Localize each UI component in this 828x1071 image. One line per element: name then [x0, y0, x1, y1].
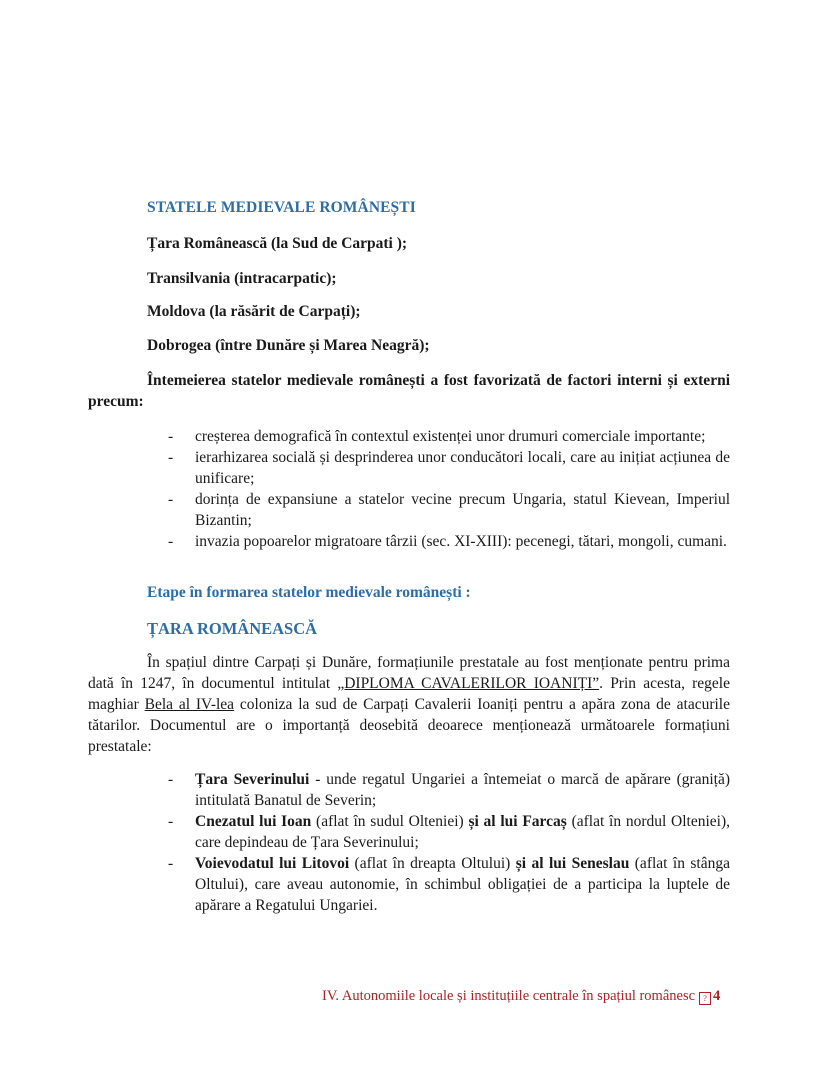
page-heading: STATELE MEDIEVALE ROMÂNEȘTI	[147, 199, 416, 216]
section-heading: ȚARA ROMÂNEASCĂ	[147, 619, 318, 638]
dash-bullet: -	[168, 771, 174, 788]
list-item	[168, 853, 730, 916]
list-item-text: dorința de expansiune a statelor vecine precum Ungaria, statul Kievean, Imperiul Bizantin;	[195, 491, 730, 529]
list-item	[168, 531, 730, 552]
list-item-text: (aflat în dreapta Oltului)	[349, 855, 516, 872]
list-item-text: (aflat în nordul Olteniei), care depindeau de Țara Severinului;	[195, 813, 730, 851]
dash-bullet: -	[168, 491, 174, 508]
state-item: Dobrogea (între Dunăre și Marea Neagră);	[147, 337, 430, 354]
formation-name: și al lui Farcaș	[468, 813, 567, 830]
dash-bullet: -	[168, 428, 174, 445]
state-item: Transilvania (intracarpatic);	[147, 270, 337, 287]
missing-glyph-icon: ?	[699, 992, 711, 1005]
list-item-text: ierarhizarea socială și desprinderea unor conducători locali, care au inițiat acțiunea de unificare;	[195, 449, 730, 487]
page-number: 4	[713, 988, 721, 1004]
list-item	[168, 426, 730, 447]
document-name-link[interactable]: „DIPLOMA CAVALERILOR IOANIȚI”	[337, 675, 600, 692]
dash-bullet: -	[168, 855, 174, 872]
list-item-text: (aflat în sudul Olteniei)	[311, 813, 469, 830]
list-item	[168, 447, 730, 489]
stages-heading: Etape în formarea statelor medievale românești :	[147, 584, 471, 601]
dash-bullet: -	[168, 813, 174, 830]
list-item-text: (aflat în stânga Oltului), care aveau autonomie, în schimbul obligației de a participa la luptele de apărare a Regatului Ungariei.	[195, 855, 730, 914]
formations-list	[168, 769, 730, 916]
dash-bullet: -	[168, 449, 174, 466]
state-item: Țara Românească (la Sud de Carpati );	[147, 235, 408, 252]
page-footer	[322, 988, 720, 1005]
list-item	[168, 769, 730, 811]
formation-name: Voievodatul lui Litovoi	[195, 855, 350, 872]
body-paragraph	[88, 652, 730, 757]
list-item	[168, 811, 730, 853]
factors-list	[168, 426, 730, 552]
list-item-text: creșterea demografică în contextul existenței unor drumuri comerciale importante;	[195, 428, 706, 445]
paragraph-text: În spațiul dintre Carpați și Dunăre, formațiunile prestatale au fost menționate pentru prima dată în 1247, în documentul intitulat	[88, 654, 730, 692]
intro-paragraph	[88, 370, 730, 412]
king-name-link[interactable]: Bela al IV-lea	[144, 696, 235, 713]
list-item-text: invazia popoarelor migratoare târzii (sec. XI-XIII): pecenegi, tătari, mongoli, cumani.	[195, 533, 727, 550]
intro-text: Întemeierea statelor medievale românești a fost favorizată de factori interni și externi precum:	[88, 372, 730, 410]
paragraph-text: . Prin acesta, regele maghiar	[88, 675, 730, 713]
list-item	[168, 489, 730, 531]
paragraph-text: coloniza la sud de Carpați Cavalerii Ioaniți pentru a apăra zona de atacurile tătarilor. Documentul are o importanță deosebită deoarece menționează următoarele formațiuni prestatale:	[88, 696, 730, 755]
formation-name: Cnezatul lui Ioan	[195, 813, 312, 830]
footer-text: IV. Autonomiile locale și instituțiile centrale în spațiul românesc	[322, 988, 696, 1004]
formation-name: Țara Severinului	[195, 771, 310, 788]
state-item: Moldova (la răsărit de Carpați);	[147, 303, 361, 320]
dash-bullet: -	[168, 533, 174, 550]
formation-name: și al lui Seneslau	[515, 855, 630, 872]
list-item-text: - unde regatul Ungariei a întemeiat o marcă de apărare (graniță) intitulată Banatul de Severin;	[195, 771, 730, 809]
